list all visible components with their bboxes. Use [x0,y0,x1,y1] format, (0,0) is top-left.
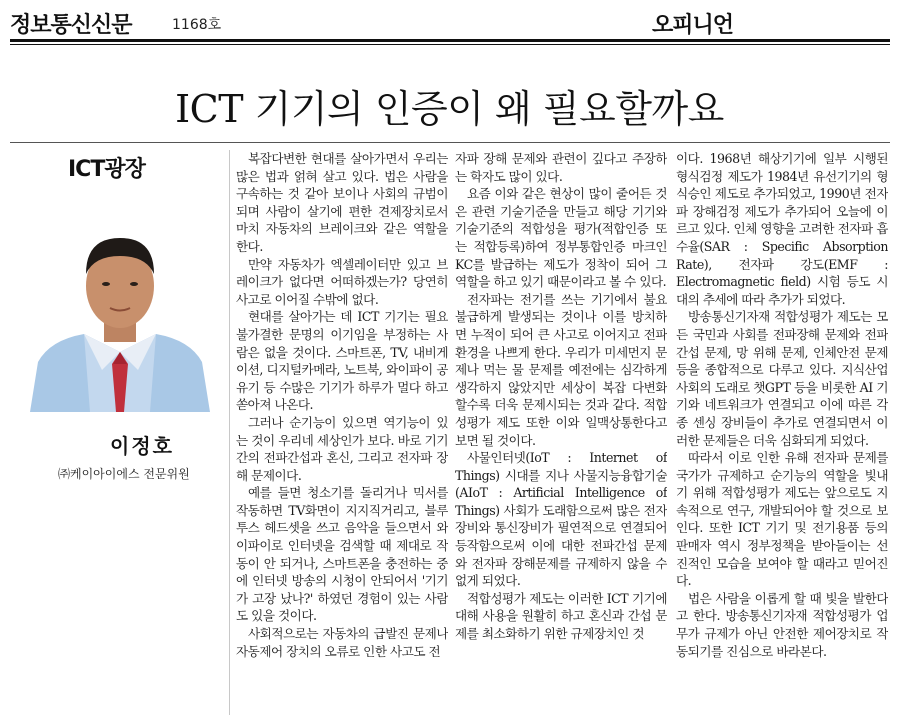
paragraph: 사물인터넷(IoT : Internet of Things) 시대를 지나 사물지능융합기술(AIoT : Artificial Intelligence of Things) 사회가 도래함으로써 많은 전자장비와 통신장비가 필연적으로 연결되어 등작함으로써 이에 대한 전파간섭 문제와 전자파 장해문제를 규제하지 않을 수 없게 되었다. [455,450,667,589]
author-name: 이정호 [110,434,174,458]
column-label: ICT광장 [68,157,145,182]
paragraph: 그러나 순기능이 있으면 역기능이 있는 것이 우리네 세상인가 보다. 바로 기기간의 전파간섭과 혼신, 그리고 전자파 장해 문제이다. [236,414,448,483]
masthead [10,5,890,39]
paragraph: 만약 자동차가 엑셀레이터만 있고 브레이크가 없다면 어떠하겠는가? 당연히 사고로 이어질 수밖에 없다. [236,256,448,307]
paragraph: 사회적으로는 자동차의 급발진 문제나 자동제어 장치의 오류로 인한 사고도 전 [236,626,448,659]
paragraph: 방송통신기자재 적합성평가 제도는 모든 국민과 사회를 전파장해 문제와 전파간섭 문제, 망 위해 문제, 인체안전 문제 등을 종합적으로 다루고 있다. 지식산업 사회의 도래로 챗GPT 등을 비롯한 AI 기기와 네트워크가 연결되고 이에 따른 각종 센싱 장비들이 추가로 연결되면서 이러한 문제들은 더욱 심화되게 되었다. [676,309,888,448]
paragraph: 적합성평가 제도는 이러한 ICT 기기에 대해 사용을 원활히 하고 혼신과 간섭 문제를 최소화하기 위한 규제장치인 것 [455,590,667,642]
author-photo [22,212,218,412]
paragraph: 요즘 이와 같은 현상이 많이 줄어든 것은 관련 기술기준을 만들고 해당 기기와 기술기준의 적합성을 평가(적합인증 또는 적합등록)하여 정부통합인증 마크인 KC를 발급하는 제도가 정착이 되어 그 역할을 하고 있기 때문이라고 볼 수 있다. [455,186,667,290]
paragraph: 예를 들면 청소기를 돌리거나 믹서를 작동하면 TV화면이 지지직거리고, 블루투스 헤드셋을 쓰고 음악을 들으면서 와이파이로 인터넷을 검색할 때 제대로 작동이 안 되거나, 스마트폰을 충전하는 중에 인터넷 방송의 시청이 안되어서 '기기가 고장 났나?' 하였던 경험이 있는 사람도 있을 것이다. [236,485,448,624]
author-title: ㈜케이아이에스 전문위원 [58,467,190,481]
paragraph: 현대를 살아가는 데 ICT 기기는 필요불가결한 문명의 이기임을 부정하는 사람은 없을 것이다. 스마트폰, TV, 내비게이션, 디지털카메라, 노트북, 와이파이 공유기 등 수많은 기기가 하루가 멀다 하고 쏟아져 나온다. [236,309,448,413]
article-column-3 [676,150,888,720]
section-name: 오피니언 [652,13,734,38]
paragraph: 법은 사람을 이롭게 할 때 빛을 발한다고 한다. 방송통신기자재 적합성평가 업무가 규제가 아닌 안전한 제어장치로 작동되기를 진심으로 바라본다. [676,590,888,659]
article-column-1 [236,150,448,720]
column-divider [229,150,230,715]
article-column-2 [455,150,667,720]
paragraph: 이다. 1968년 해상기기에 일부 시행된 형식검정 제도가 1984년 유선기기의 형식승인 제도로 추가되었고, 1990년 전자파 장해검정 제도가 추가되어 오늘에 이르고 있다. 인체 영향을 고려한 전자파 흡수율(SAR : Specific Absorption Rate), 전자파 강도(EMF : Electromagnetic field) 시험 등도 시대의 추세에 따라 추가가 되었다. [676,151,888,307]
paragraph: 자파 장해 문제와 관련이 깊다고 주장하는 학자도 많이 있다. [455,151,667,184]
headline: ICT 기기의 인증이 왜 필요할까요 [175,87,724,131]
paragraph: 전자파는 전기를 쓰는 기기에서 불요불급하게 발생되는 것이나 이를 방치하면 누적이 되어 큰 사고로 이어지고 전파 환경을 나쁘게 한다. 우리가 미세먼지 문제나 먹는 물 문제를 예전에는 심각하게 생각하지 않았지만 세상이 복잡 다변화할수록 더욱 문제시되는 것과 같다. 적합성평가 제도 또한 이와 일맥상통한다고 보면 될 것이다. [455,291,667,448]
paragraph: 따라서 이로 인한 유해 전자파 문제를 국가가 규제하고 순기능의 역할을 빛내기 위해 적합성평가 제도는 앞으로도 지속적으로 연구, 개발되어야 할 것으로 보인다. 또한 ICT 기기 및 전기용품 등의 판매자 역시 정부정책을 받아들이는 선진적인 모습을 보여야 할 때라고 믿어진다. [676,450,888,589]
paragraph: 복잡다변한 현대를 살아가면서 우리는 많은 법과 얽혀 살고 있다. 법은 사람을 구속하는 것 같아 보이나 사회의 규범이 되며 사람이 살기에 편한 견제장치로서 마치 자동차의 브레이크와 같은 역할을 한다. [236,151,448,254]
headline-rule [10,142,890,143]
issue-number: 1168호 [172,17,222,33]
masthead-rule-thin [10,44,890,45]
sidebar [10,150,225,720]
masthead-rule [10,39,890,42]
paper-name: 정보통신신문 [10,13,132,38]
